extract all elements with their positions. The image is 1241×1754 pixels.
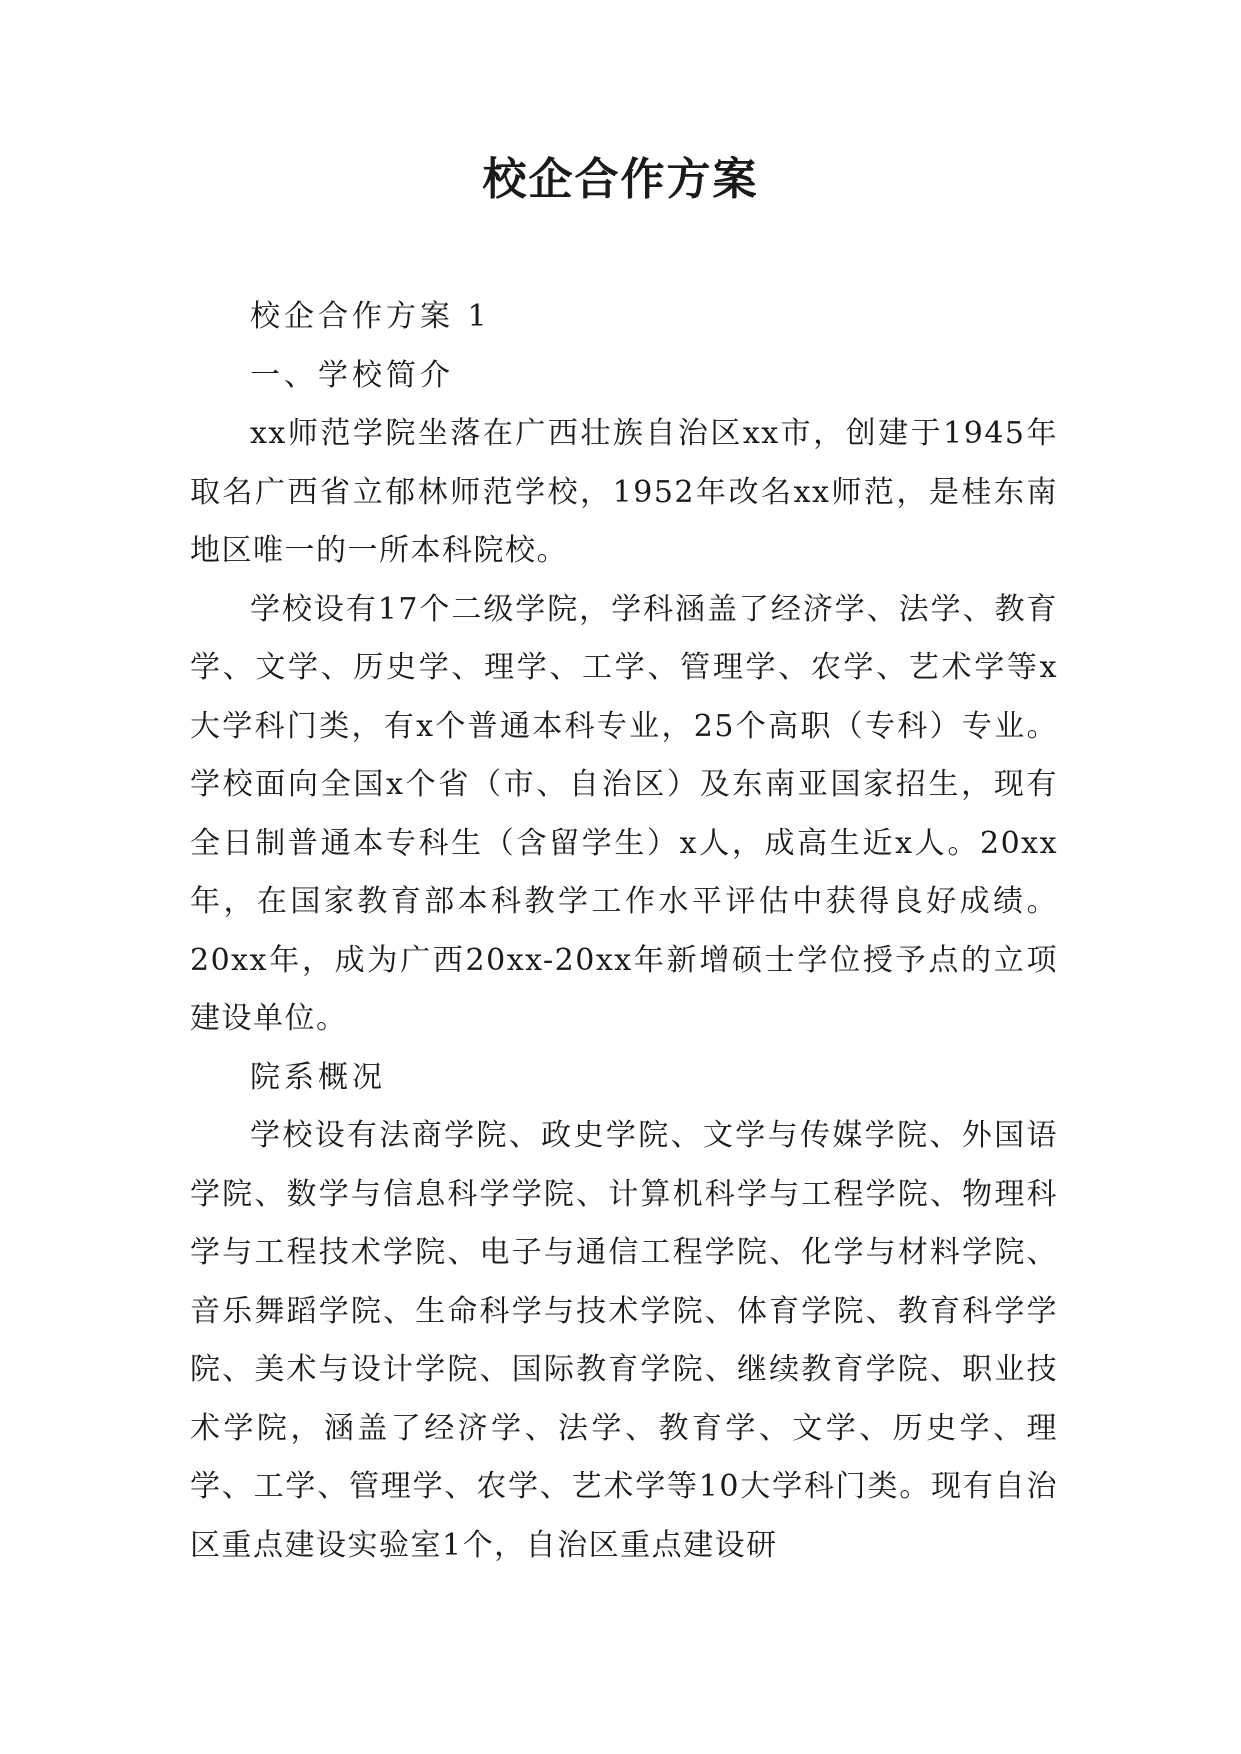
paragraph-school-history: xx师范学院坐落在广西壮族自治区xx市，创建于1945年取名广西省立郁林师范学校，1952年改名xx师范，是桂东南地区唯一的一所本科院校。 [190,416,1058,568]
section-heading-school-intro: 一、学校简介 [250,357,454,393]
paragraph-school-overview: 学校设有17个二级学院，学科涵盖了经济学、法学、教育学、文学、历史学、理学、工学、管理学、农学、艺术学等x大学科门类，有x个普通本科专业，25个高职（专科）专业。学校面向全国x个省（市、自治区）及东南亚国家招生，现有全日制普通本专科生（含留学生）x人，成高生近x人。20xx年，在国家教育部本科教学工作水平评估中获得良好成绩。20xx年，成为广西20xx-20xx年新增硕士学位授予点的立项建设单位。 [190,591,1058,1036]
document-body [190,288,1058,1575]
section-heading-departments: 院系概况 [250,1059,386,1095]
paragraph-departments: 学校设有法商学院、政史学院、文学与传媒学院、外国语学院、数学与信息科学学院、计算机科学与工程学院、物理科学与工程技术学院、电子与通信工程学院、化学与材料学院、音乐舞蹈学院、生命科学与技术学院、体育学院、教育科学学院、美术与设计学院、国际教育学院、继续教育学院、职业技术学院，涵盖了经济学、法学、教育学、文学、历史学、理学、工学、管理学、农学、艺术学等10大学科门类。现有自治区重点建设实验室1个，自治区重点建设研 [190,1118,1058,1563]
document-title: 校企合作方案 [482,154,759,205]
section-heading-plan-1: 校企合作方案 1 [250,299,491,334]
